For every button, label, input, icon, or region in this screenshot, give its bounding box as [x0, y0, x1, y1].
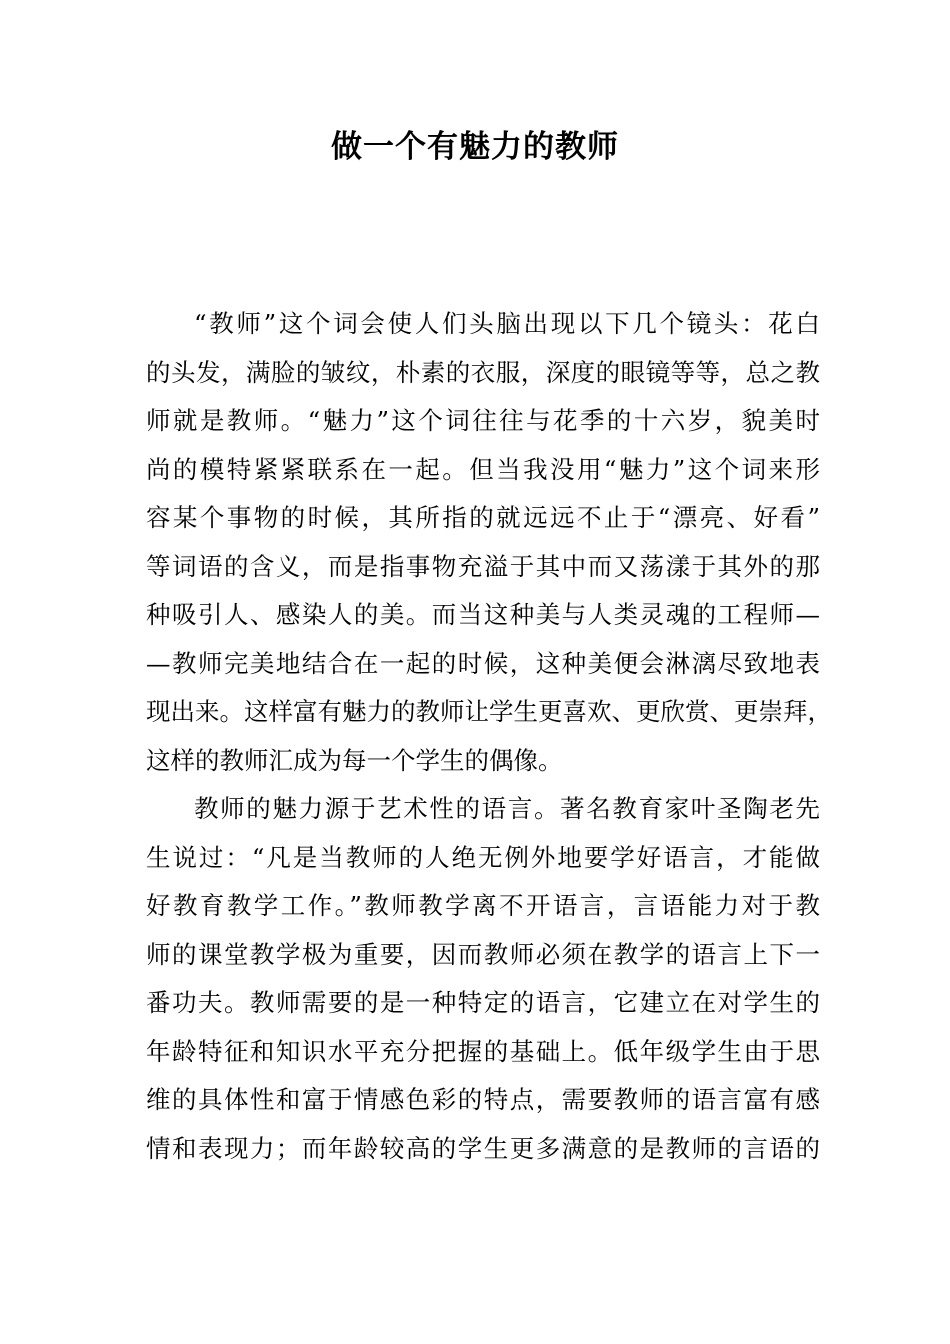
paragraph-1-line: 容某个事物的时候，其所指的就远远不止于“漂亮、好看”: [146, 503, 820, 532]
document-body: [146, 300, 832, 1173]
page-title: 做一个有魅力的教师: [331, 129, 619, 165]
paragraph-1-line: “教师”这个词会使人们头脑出现以下几个镜头：花白: [194, 309, 820, 338]
paragraph-2-line: 情和表现力；而年龄较高的学生更多满意的是教师的言语的: [146, 1133, 820, 1163]
paragraph-1-line: 的头发，满脸的皱纹，朴素的衣服，深度的眼镜等等，总之教: [146, 357, 820, 387]
paragraph-1-line: 尚的模特紧紧联系在一起。但当我没用“魅力”这个词来形: [146, 454, 820, 484]
paragraph-2-line: 生说过：“凡是当教师的人绝无例外地要学好语言，才能做: [146, 842, 820, 872]
paragraph-1-line: 师就是教师。“魅力”这个词往往与花季的十六岁，貌美时: [146, 406, 820, 435]
paragraph-2-line: 番功夫。教师需要的是一种特定的语言，它建立在对学生的: [146, 988, 820, 1017]
paragraph-2-line: 教师的魅力源于艺术性的语言。著名教育家叶圣陶老先: [194, 794, 820, 823]
paragraph-1-line: 种吸引人、感染人的美。而当这种美与人类灵魂的工程师—: [146, 600, 820, 629]
paragraph-2-line: 年龄特征和知识水平充分把握的基础上。低年级学生由于思: [146, 1036, 820, 1066]
paragraph-1-line: —教师完美地结合在一起的时候，这种美便会淋漓尽致地表: [146, 648, 820, 678]
paragraph-1-line: 这样的教师汇成为每一个学生的偶像。: [146, 745, 563, 775]
paragraph-2-line: 师的课堂教学极为重要，因而教师必须在教学的语言上下一: [146, 939, 820, 969]
paragraph-1-line: 等词语的含义，而是指事物充溢于其中而又荡漾于其外的那: [146, 551, 820, 581]
paragraph-1-line: 现出来。这样富有魅力的教师让学生更喜欢、更欣赏、更崇拜，: [146, 697, 832, 726]
paragraph-2-line: 维的具体性和富于情感色彩的特点，需要教师的语言富有感: [146, 1085, 820, 1114]
paragraph-2-line: 好教育教学工作。”教师教学离不开语言，言语能力对于教: [146, 891, 820, 920]
